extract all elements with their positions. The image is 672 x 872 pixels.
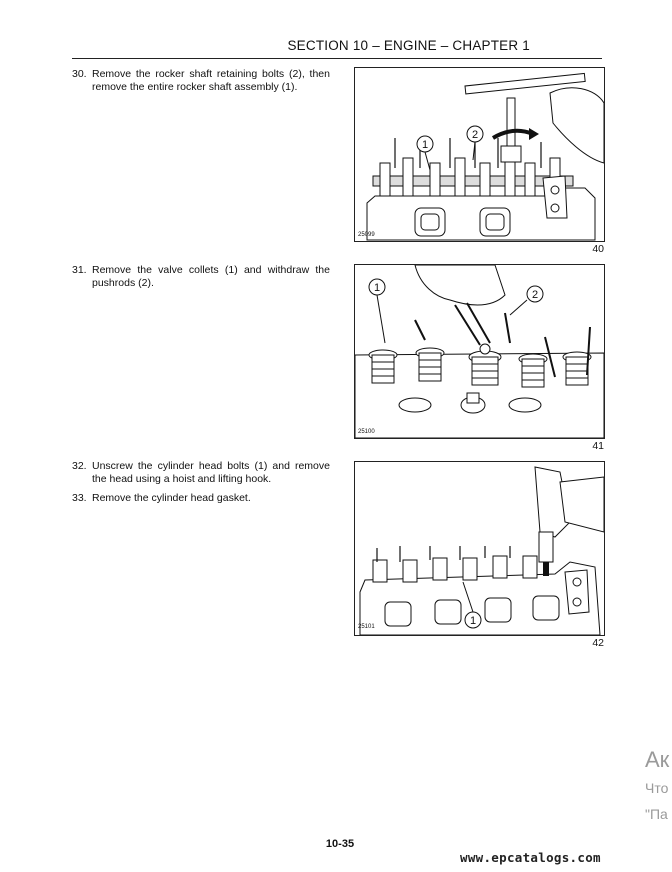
overlay-line-3: "Па [645, 806, 668, 822]
step-32-33 [72, 460, 330, 511]
callout-1: 1 [373, 282, 381, 294]
callout-1: 1 [421, 139, 429, 151]
figure-41-valve-collets-illustration [354, 264, 605, 439]
step-text: Unscrew the cylinder head bolts (1) and remove the head using a hoist and lifting hook. [92, 460, 330, 485]
figure-40-rocker-shaft-illustration [354, 67, 605, 242]
step-text: Remove the valve collets (1) and withdraw the pushrods (2). [92, 264, 330, 289]
overlay-line-1: Ак [645, 747, 670, 772]
step-30 [72, 68, 330, 100]
step-number: 30. [72, 68, 87, 80]
step-number: 31. [72, 264, 87, 276]
step-text: Remove the cylinder head gasket. [92, 492, 251, 504]
step-number: 32. [72, 460, 87, 472]
callout-2: 2 [471, 129, 479, 141]
figure-code: 25100 [358, 429, 375, 435]
figure-42-cylinder-head-bolts-illustration [354, 461, 605, 636]
overlay-popup-fragment [645, 745, 672, 827]
figure-number: 40 [592, 243, 604, 255]
page-header [72, 38, 602, 59]
figure-number: 41 [592, 440, 604, 452]
page-number: 10-35 [325, 838, 355, 850]
step-31 [72, 264, 330, 296]
step-number: 33. [72, 492, 87, 504]
figure-code: 25099 [358, 232, 375, 238]
section-title: SECTION 10 – ENGINE – CHAPTER 1 [287, 38, 530, 53]
watermark-link[interactable]: www.epcatalogs.com [460, 850, 601, 865]
callout-2: 2 [531, 289, 539, 301]
callout-1: 1 [469, 615, 477, 627]
overlay-line-2: Что [645, 780, 669, 796]
step-text: Remove the rocker shaft retaining bolts (2), then remove the entire rocker shaft assembly (1). [92, 68, 330, 93]
figure-number: 42 [592, 637, 604, 649]
figure-code: 25101 [358, 624, 375, 630]
